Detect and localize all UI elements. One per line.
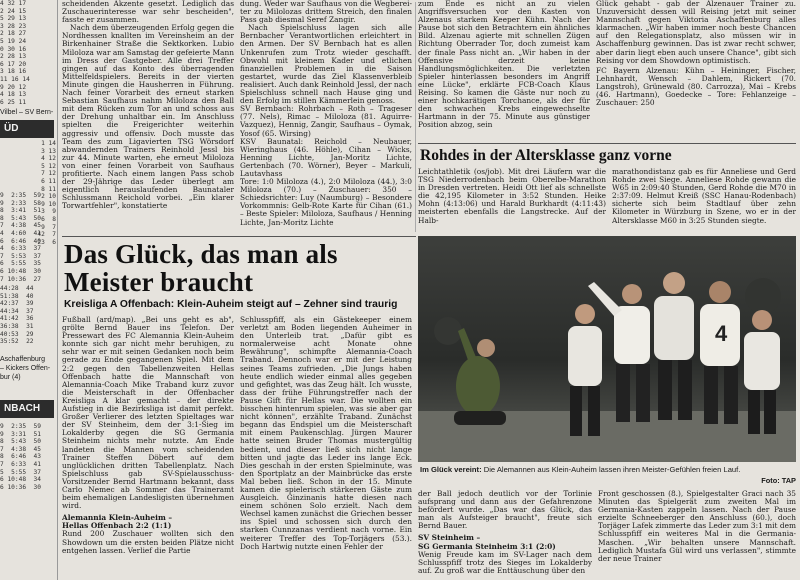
sidebar-line-vilbel: Vilbel – SV Bern- (0, 109, 54, 116)
paragraph: Wenig Freude kam im SV-Lager nach dem Schlusspfiff trotz des Sieges im Lokalderby auf. Zu groß war die Enttäuschung über den (418, 549, 592, 575)
sidebar-mid-table-2: 9 2:35 59 9 2:33 58 8 3:41 51 8 5:43 50 7 4:38 45 4 4:60 41 6 6:46 40 4 6:33 37 7 5:53 37 6 5:55 35 6 10:48 30 7 10:36 27 (0, 192, 41, 283)
match-heading-germania: SG Germania Steinheim 3:1 (2:0) (418, 541, 556, 551)
main-headline: Das Glück, das man als Meister braucht (64, 240, 338, 297)
sidebar-divider (57, 0, 58, 580)
match-facts: Tore: 1:0 Miloloza (4.), 2:0 Miloloza (44.), 3:0 Miloloza (70.) – Zuschauer: 350 – Schiedsrichter: Luy (Naumburg) – Besondere Vorkommnis: Gelb-Rote Karte für Cihan (61.) – Beste Spieler: Miloloza, Saufhaus / Henning Lichte, Jan-Moritz Lichte (240, 177, 412, 227)
paragraph: Fußball (ard/map). „Bei uns geht es ab", grölte Bernd Bauer ins Telefon. Der Pressewart des FC Alemannia Klein-Auheim konnte sich gar nicht mehr beruhigen, zu sehr war er mit seinen Gedanken noch beim gerade zu Ende gegangenen Spiel. Mit dem 2:2 gegen den Tabellenzweiten Hellas Offenbach hatte die Mannschaft von Alemannia-Coach Mike Traband kurz zuvor die Meisterschaft in der Offenbacher Kreisliga A klar gemacht – der direkte Aufstieg in die Bezirksliga ist damit perfekt. Großer Verlierer des letzten Spieltages war der SV Steinheim, dem der 3:1-Sieg im Lokalderby gegen die SG Germania Steinheim nichts mehr nutzte. Am Ende landeten die Mannen vom scheidenden Trainer Steffen Döbert auf dem unglücklichen dritten Tabellenplatz. Nach Spielschluss gab SV-Spielausschuss-Vorsitzender Bernd Hartmann bekannt, dass Carlo Nemec ab Sommer das Traineramt beim ehemaligen Landesligisten übernehmen wird. (62, 316, 234, 511)
rohdes-col1 (418, 168, 606, 234)
sidebar-label-ud: ÜD (0, 120, 54, 138)
paragraph: marathondistanz gab es für Anneliese und Gerd Rohde zwei Siege. Anneliese Rohde gewann die W65 in 2:09:40 Stunden, Gerd Rohde die M70 in 2:37:09. Helmut Kreiß (SSC Hanau-Rodenbach) sicherte sich beim Stadtlauf über zehn Kilometer in Würzburg in Szene, wo er in der Altersklasse M60 in 3:25 Stunden siegte. (612, 168, 796, 225)
sidebar-line-dur: bur (4) (0, 374, 21, 381)
lineup-bernbach: SV Bernbach: Rohrbach – Roth – Trageser (77. Nels), Rimac – Miloloza (81. Aguirre-Vazquez), Hennig, Zangir, Saufhaus – Oymak, Yosof (65. Wirsing) (240, 104, 412, 138)
match-heading-alemannia: Alemannia Klein-Auheim – (62, 513, 173, 523)
story-top-col3 (418, 0, 590, 140)
paragraph: zum Ende es nicht an zu vielen Angriffsversuchen vor den Kasten von Alzenaus starkem Keeper Kühn. Nach der Pause bot sich den Betrachtern ein ähnliches Bild. Alzenau agierte mit schnellen Zügen Richtung Oberrader Tor, doch zumeist kam der finale Pass nicht an. „Wir haben in der Offensive derzeit keine Handlungsmöglichkeiten. Die verletzten Spieler hinterlassen besonders im Angriff eine Lücke", erklärte FCB-Coach Klaus Reising. So kamen die Gäste nur noch zu einer hochkarätigen Torchance, als der für den schwachen Krebs eingewechselte Hartmann in der 75. Minute aus günstiger Position abzog, sein (418, 0, 590, 130)
paragraph: Front geschossen (8.), Spielgestalter Graci nach 35 Minuten das Spielgerät zum zweiten Mal im Germania-Kasten zappeln lassen. Nach der Pause erzielte Schneeberger den Anschluss (60.), doch Torjäger Lafek zimmerte das Leder zum 3:1 mit dem Schlusspfiff ein weiteres Mal in die Germania-Maschen. „Wir behalten unsere Mannschaft. Lediglich Mustafa Gül wird uns verlassen", stimmte der neue Trainer (598, 490, 796, 563)
svg-text:4: 4 (715, 321, 728, 346)
rohdes-headline: Rohdes in der Altersklasse ganz vorne (420, 147, 672, 164)
story-top-col2 (240, 0, 412, 232)
paragraph: Nach dem überzeugenden Erfolg gegen die Nordhessen knallten im Vereinsheim an der Birkenhainer Straße die Sektkorken. Lubio Miloloza war am Samstag der gefeierte Mann im Dress der Gastgeber. Alle drei Treffer gingen auf das Konto des überragenden Mittelfeldspielers. Bereits in der vierten Minute gingen die Hausherren in Führung. Nach feiner Vorarbeit des erneut starken Sebastian Saufhaus nahm Miloloza den Ball mit dem Rücken zum Tor an und schoss aus der Drehung unhaltbar ein. Im Anschluss spielten die Freigerichter weiterhin aggressiv und offensiv. Doch musste das Team des zum Ligavierten TSG Wörsdorf abwandernden Trainers Reinhold Jessl bis zur 44. Minute warten, ehe erneut Miloloza von einer feinen Vorarbeit von Saufhaus profitierte. Nach einem langen Pass schob der 29-Jährige das Leder überlegt am eigentlich herauslaufenden Baunataler Schlussmann Reichold vorbei. „Ein klarer Torwartfehler", konstatierte (62, 23, 234, 211)
main-col1 (62, 316, 234, 580)
paragraph: Nach Spielschluss lagen sich alle Bernbacher Verantwortlichen erleichtert in den Armen. Der SV Bernbach hat es allen Unkenrufen zum Trotz wieder geschafft. Obwohl mit kleinem Kader und etlichen finanziellen Problemen in die Saison gestartet, wurde das Ziel Klassenverbleib realisiert. Auch dank Reinhold Jessl, der nach Spielschluss schnell nach Hause ging und den Erfolg im stillen Kämmerlein genoss. (240, 23, 412, 106)
sidebar-line-kickers: – Kickers Offen- (0, 365, 51, 372)
paragraph: Schlusspfiff, als ein Gästekeeper einem verletzt am Boden liegenden Auheimer in den Unterleib trat. „Dafür gibt es normalerweise acht Monate ohne Bewährung", schimpfte Alemannia-Coach Traband. Dennoch war er mit der Leistung seines Teams zufrieden. „Die Jungs haben heute endlich wieder einmal alles gegeben und gefightet, was das Zeug hält. Ich wusste, dass der frühe Führungstreffer nach der Pause Gift für Hellas war. Die wollten ein bisschen hintenrum spielen, was sie aber gar nicht können", erzählte Traband. Zunächst begann das Endspiel um die Meisterschaft mit einem Paukenschlag. Jürgen Maurer hatte seinen Bruder Thomas mustergültig bedient, und dieser ließ sich nicht lange bitten und jagte das Leder ins lange Eck. Dies geschah in der ersten Spielminute, was den Sportplatz an der Mainbrücke das erste Mal beben ließ. Schon in der 15. Minute kamen die spielerisch stärkeren Gäste zum Ausgleich. Ginzinanis hatte diesen nach einem schönen Solo erzielt. Nach dem Wechsel kamen zunächst die Griechen besser ins Spiel und schossen sich durch den starken Cunnzanas verdient nach vorne. Ein weiterer Treffer des Top-Torjägers (53.). Doch Hartwig nutzte einen Fehler der (240, 316, 412, 551)
caption-lead: Im Glück vereint: (420, 465, 482, 474)
main-col2 (240, 316, 412, 580)
paragraph: scheidenden Akzente gesetzt. Lediglich das Zuschauerinteresse war sehr bescheiden", fasste er zusammen. (62, 0, 234, 25)
match-heading-hellas: Hellas Offenbach 2:2 (1:1) (62, 521, 172, 531)
sidebar-line-aschaffenburg: Aschaffenburg (0, 356, 46, 363)
caption-text: Die Alemannen aus Klein-Auheim lassen ihren Meister-Gefühlen freien Lauf. (481, 465, 741, 474)
lineup-alzenau: FC Bayern Alzenau: Kühn – Heininger, Fischer, Lehnhardt, Wensch – Dahlem, Rickert (70. Langstroh), Grünewald (80. Carrozza), Mai – Krebs (46. Hartmann), Goedecke – Tore: Fehlanzeige – Zuschauer: 250 (596, 65, 796, 108)
story-top-col4 (596, 0, 796, 140)
sidebar-mid-table: 1 14 3 13 4 12 5 12 7 12 6 11 8 11 2 10 9 10 3 9 6 8 9 7 42 7 23 6 (37, 140, 56, 246)
photo-illustration (418, 236, 796, 462)
column-divider (415, 2, 416, 232)
paragraph: Rund 200 Zuschauer wollten sich den Showdown um die ersten beiden Plätze nicht entgehen lassen. Verlief die Partie (62, 529, 234, 555)
section-divider-main (62, 236, 416, 237)
match-heading-steinheim: SV Steinheim – (418, 533, 481, 543)
sidebar-label-nbach: NBACH (0, 400, 54, 418)
section-divider-rohdes (418, 143, 796, 144)
main-col4 (598, 490, 796, 580)
photo-credit: Foto: TAP (761, 476, 796, 485)
sidebar-top-table: 4 32 17 2 24 15 5 29 13 3 28 23 2 18 27 5 19 24 0 30 16 2 28 13 6 17 20 3 18 16 11 16 14 9 20 12 4 18 13 6 25 11 (0, 0, 30, 106)
story-top-col1 (62, 0, 234, 232)
lineup-baunatal: KSV Baunatal: Reichold – Neubauer, Wieringhaus (46. Höhle), Cihan – Wicks, Henning Lichte, Jan-Moritz Lichte, Gertenbach (70. Wörner), Beyer – Markuli, Lautavhass (240, 136, 412, 178)
sidebar-lower-table: 44:28 44 51:38 40 42:37 39 44:34 37 41:42 36 36:38 31 40:53 29 35:52 22 (0, 285, 34, 345)
paragraph: Glück gehabt - gab der Alzenauer Trainer zu. Unzuversicht dessen will Reising jetzt mit seiner Mannschaft gegen Viktoria Aschaffenburg alles klarmachen. „Wir haben immer noch beste Chancen auf den Relegationsplatz, also müssen wir in Aschaffenburg gewinnen. Das ist zwar recht schwer, aber darin liegt eben auch unsere Chance", gibt sich Reising vor dem Showdown optimistisch. (596, 0, 796, 65)
team-celebration-photo (418, 236, 796, 462)
main-subheadline: Kreisliga A Offenbach: Klein-Auheim steigt auf – Zehner sind traurig (64, 299, 398, 310)
paragraph: der Ball jedoch deutlich vor der Torlinie aufsprang und dann aus der Gefahrenzone befördert wurde. „Das war das Glück, das man als Aufsteiger braucht", freute sich Bernd Bauer. (418, 490, 592, 531)
paragraph: dung. Weder war Saufhaus von die Wegberei- ter zu Milolozas drittem Streich, den finalen Pass gab diesmal Seref Zangir. (240, 0, 412, 25)
rohdes-col2 (612, 168, 796, 234)
main-col3 (418, 490, 592, 580)
paragraph: Leichtathletik (os/job). Mit drei Läufern war die TSG Niederrodenbach beim Oberelbe-Marathon in Dresden vertreten. Heidi Ott lief als schnellste die 42,195 Kilometer in 3:52 Stunden. Heike Mohn (4:13:06) und Harald Burkhardt (4:11:43) meisterten ebenfalls die Langstrecke. Auf der Halb- (418, 168, 606, 225)
sidebar-bottom-table: 9 2:35 59 9 3:31 51 8 5:43 50 7 4:38 45 8 6:46 43 7 6:33 41 5 5:55 37 6 10:48 34 6 10:36 30 (0, 423, 41, 491)
